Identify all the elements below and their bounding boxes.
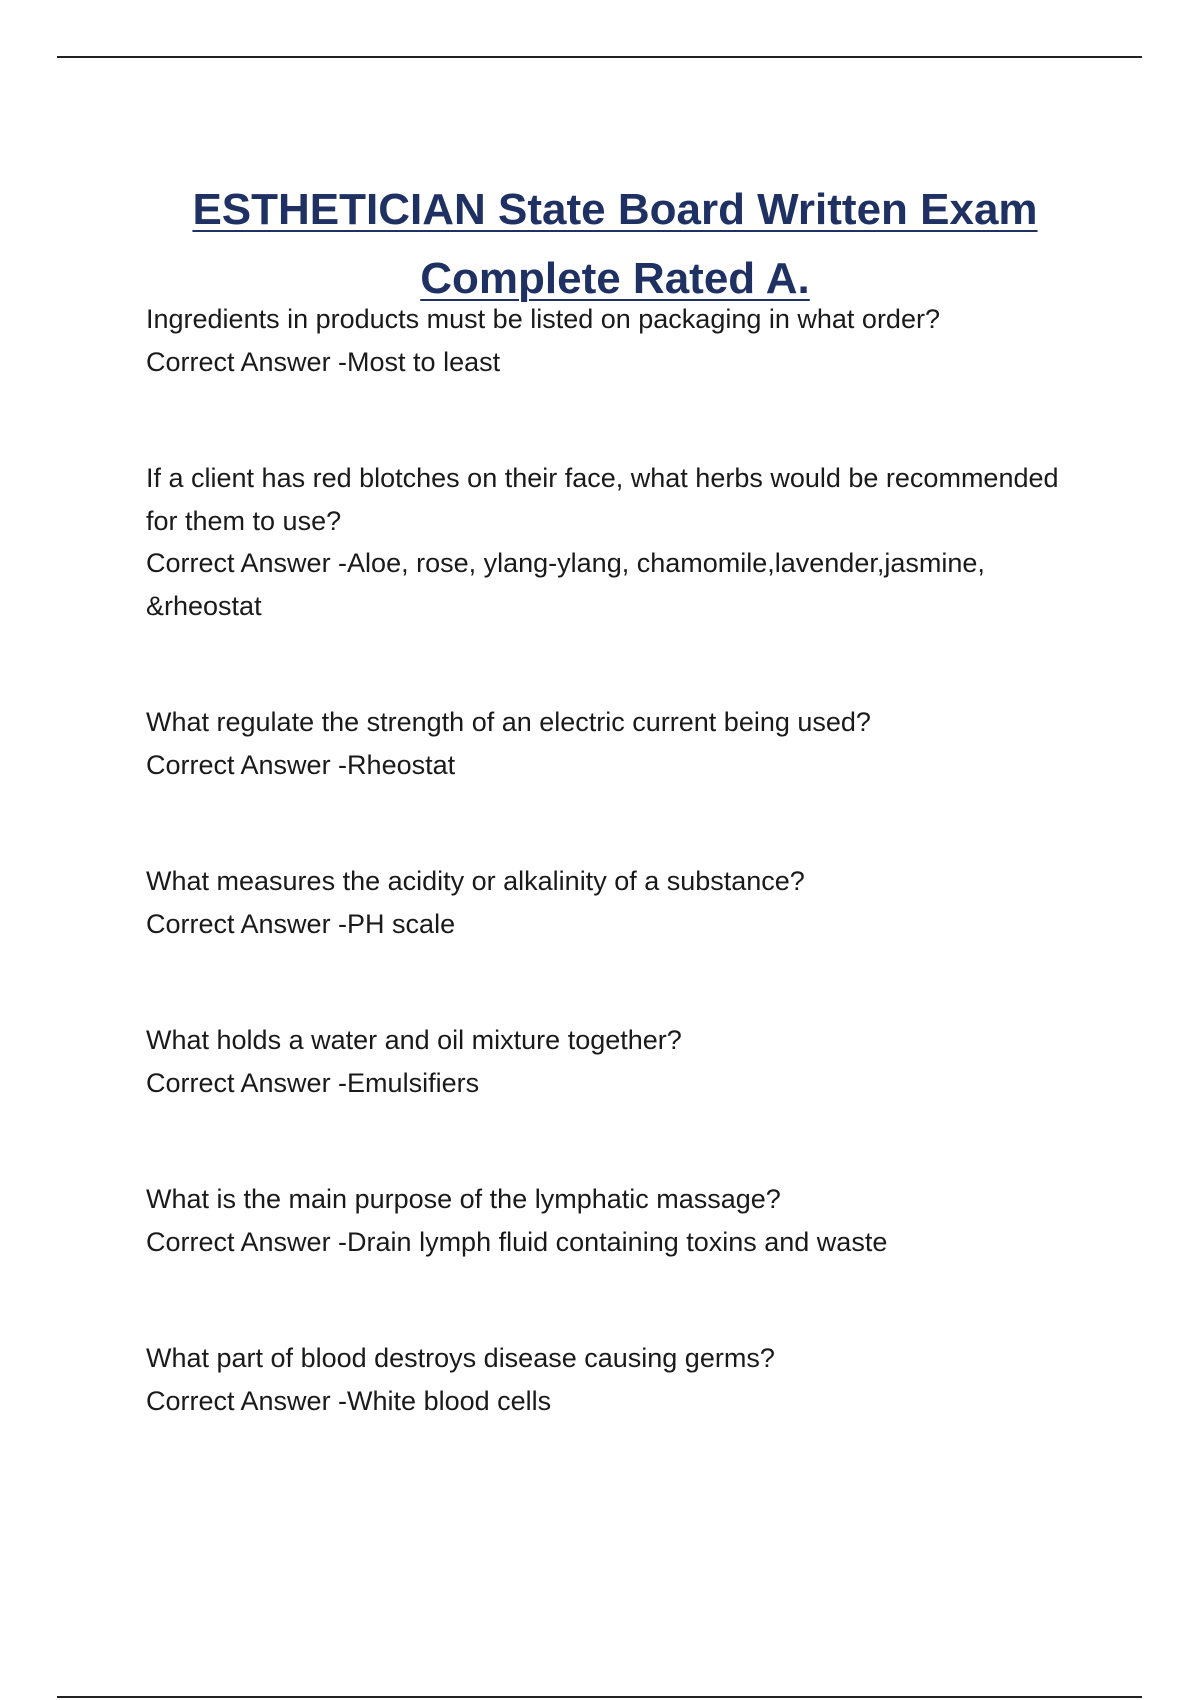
page-title — [120, 175, 1110, 313]
question-text: What part of blood destroys disease causing germs? — [146, 1343, 775, 1373]
qa-item — [146, 1178, 1076, 1263]
qa-item — [146, 1019, 1076, 1104]
question-text: What is the main purpose of the lymphatic massage? — [146, 1184, 781, 1214]
answer-text: Correct Answer -White blood cells — [146, 1385, 552, 1416]
question-text: What holds a water and oil mixture together? — [146, 1025, 682, 1055]
answer-text: Correct Answer -Drain lymph fluid containing toxins and waste — [146, 1226, 888, 1257]
qa-item — [146, 457, 1076, 627]
question-text: What measures the acidity or alkalinity of a substance? — [146, 866, 805, 896]
answer-text: Correct Answer -Most to least — [146, 346, 501, 377]
title-line-1: ESTHETICIAN State Board Written Exam — [192, 185, 1038, 235]
title-line-2: Complete Rated A. — [420, 254, 810, 304]
qa-item — [146, 298, 1076, 383]
question-text: If a client has red blotches on their face, what herbs would be recommended for them to use? — [146, 463, 1059, 536]
top-rule — [57, 56, 1142, 58]
answer-text: Correct Answer -Rheostat — [146, 749, 456, 780]
qa-item — [146, 1337, 1076, 1422]
bottom-rule — [57, 1696, 1142, 1698]
answer-text: Correct Answer -Emulsifiers — [146, 1067, 480, 1098]
question-text: What regulate the strength of an electric current being used? — [146, 707, 871, 737]
answer-text: Correct Answer -PH scale — [146, 908, 456, 939]
qa-item — [146, 701, 1076, 786]
qa-item — [146, 860, 1076, 945]
qa-list — [146, 298, 1076, 1422]
answer-text: Correct Answer -Aloe, rose, ylang-ylang, chamomile,lavender,jasmine, &rheostat — [146, 548, 985, 621]
question-text: Ingredients in products must be listed on packaging in what order? — [146, 304, 940, 334]
